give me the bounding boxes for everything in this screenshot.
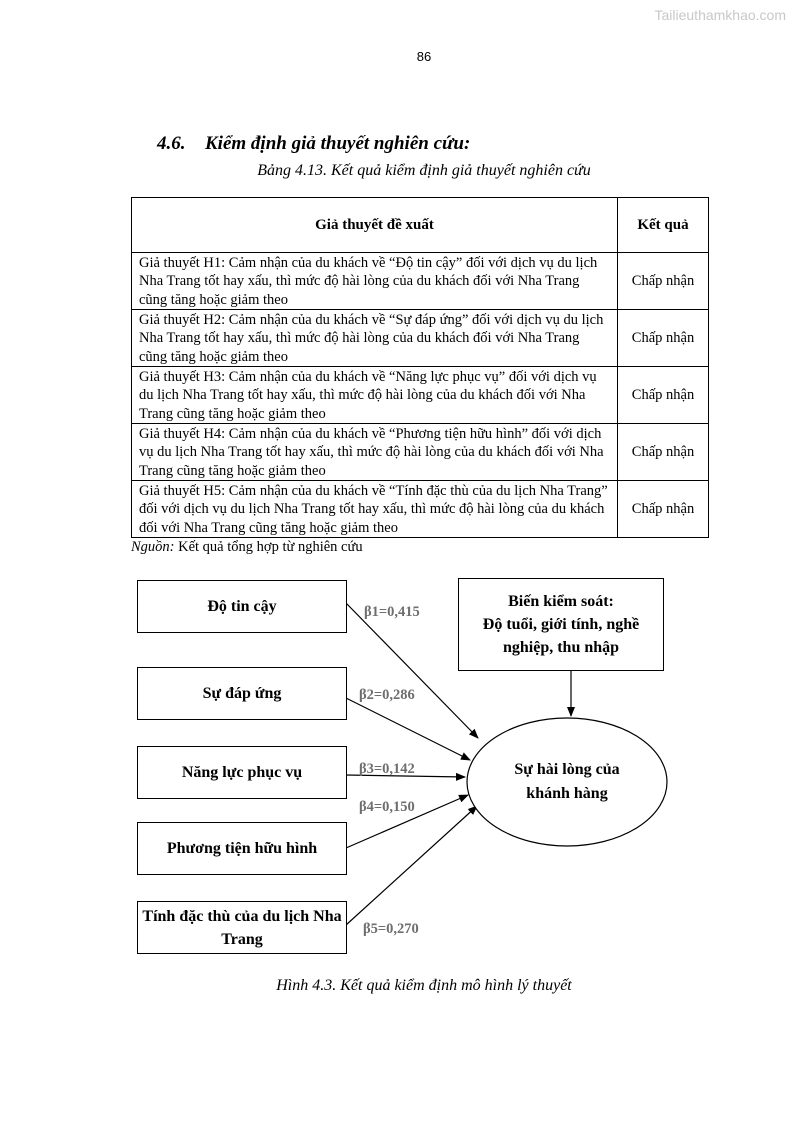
section-number: 4.6.: [157, 133, 186, 154]
control-detail: Độ tuổi, giới tính, nghề nghiệp, thu nhập: [482, 616, 640, 656]
result-cell: Chấp nhận: [618, 253, 709, 310]
coefficient-label-1: β1=0,415: [364, 604, 420, 620]
result-cell: Chấp nhận: [618, 367, 709, 424]
hypothesis-cell: Giả thuyết H2: Cảm nhận của du khách về “Sự đáp ứng” đối với dịch vụ du lịch Nha Trang tốt hay xấu, thì mức độ hài lòng của du khách đối với Nha Trang cũng tăng hoặc giảm theo: [132, 310, 618, 367]
watermark: Tailieuthamkhao.com: [654, 7, 786, 23]
coefficient-label-2: β2=0,286: [359, 687, 415, 703]
column-header-hypothesis: Giả thuyết đề xuất: [132, 198, 618, 253]
outcome-label: [467, 718, 667, 846]
control-variables-box: [458, 578, 664, 671]
table-caption: Bảng 4.13. Kết quả kiểm định giả thuyết nghiên cứu: [257, 162, 591, 179]
factor-box-reliability: Độ tin cậy: [137, 580, 347, 633]
arrow-2: [346, 698, 470, 760]
hypothesis-cell: Giả thuyết H3: Cảm nhận của du khách về “Năng lực phục vụ” đối với dịch vụ du lịch Nha Trang tốt hay xấu, thì mức độ hài lòng của du khách đối với Nha Trang cũng tăng hoặc giảm theo: [132, 367, 618, 424]
coefficient-label-4: β4=0,150: [359, 799, 415, 815]
coefficient-label-3: β3=0,142: [359, 761, 415, 777]
page-number: 86: [416, 49, 432, 64]
outcome-text: Sự hài lòng của khánh hàng: [514, 761, 620, 802]
source-text: Kết quả tổng hợp từ nghiên cứu: [174, 539, 363, 555]
control-title: Biến kiểm soát:: [508, 593, 614, 610]
hypothesis-cell: Giả thuyết H4: Cảm nhận của du khách về “Phương tiện hữu hình” đối với dịch vụ du lịch Nha Trang tốt hay xấu, thì mức độ hài lòng của du khách đối với Nha Trang cũng tăng hoặc giảm theo: [132, 424, 618, 481]
figure-caption: Hình 4.3. Kết quả kiểm định mô hình lý thuyết: [276, 977, 572, 994]
source-label: Nguồn:: [131, 539, 175, 555]
column-header-result: Kết quả: [618, 198, 709, 253]
factor-box-assurance: Năng lực phục vụ: [137, 746, 347, 799]
result-cell: Chấp nhận: [618, 424, 709, 481]
section-title: Kiểm định giả thuyết nghiên cứu:: [205, 133, 471, 154]
hypothesis-cell: Giả thuyết H1: Cảm nhận của du khách về “Độ tin cậy” đối với dịch vụ du lịch Nha Trang tốt hay xấu, thì mức độ hài lòng của du khách đối với Nha Trang cũng tăng hoặc giảm theo: [132, 253, 618, 310]
factor-box-responsiveness: Sự đáp ứng: [137, 667, 347, 720]
factor-box-tangibles: Phương tiện hữu hình: [137, 822, 347, 875]
coefficient-label-5: β5=0,270: [363, 921, 419, 937]
result-cell: Chấp nhận: [618, 310, 709, 367]
factor-box-uniqueness: Tính đặc thù của du lịch Nha Trang: [137, 901, 347, 954]
hypothesis-cell: Giả thuyết H5: Cảm nhận của du khách về “Tính đặc thù của du lịch Nha Trang” đối với dịch vụ du lịch Nha Trang tốt hay xấu, thì mức độ hài lòng của du khách đối với Nha Trang cũng tăng hoặc giảm theo: [132, 481, 618, 538]
result-cell: Chấp nhận: [618, 481, 709, 538]
arrow-5: [346, 806, 477, 925]
